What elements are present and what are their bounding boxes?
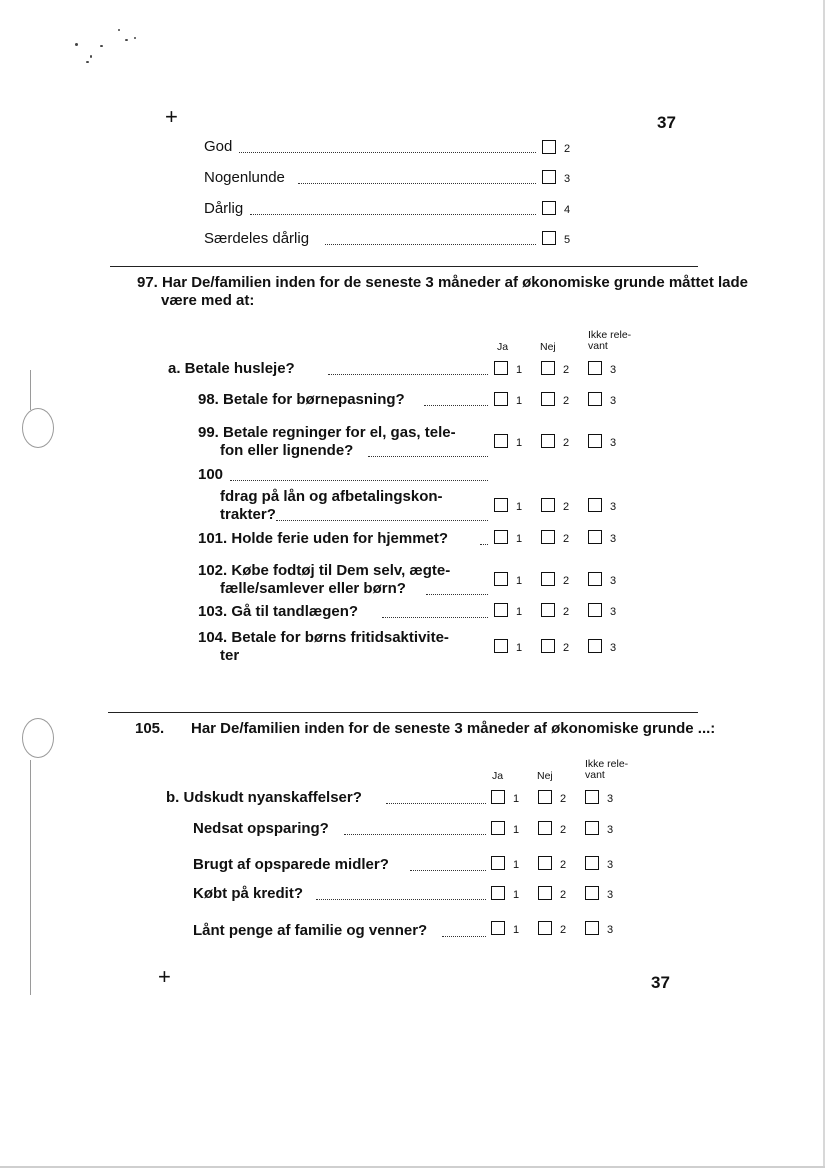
- answer-code: 2: [560, 824, 567, 836]
- checkbox[interactable]: [542, 170, 556, 184]
- answer-code: 2: [560, 924, 567, 936]
- dot-leader: [344, 834, 486, 835]
- column-header-ikke-relevant: Ikke rele- vant: [585, 758, 629, 781]
- dot-leader: [480, 544, 488, 545]
- dot-leader: [250, 214, 536, 215]
- column-header-nej: Nej: [537, 770, 553, 782]
- item-label: b. Udskudt nyanskaffelser?: [166, 789, 362, 806]
- answer-code: 1: [513, 824, 520, 836]
- dot-leader: [386, 803, 486, 804]
- option-label: Dårlig: [204, 200, 244, 217]
- checkbox-ikke-relevant[interactable]: [585, 821, 599, 835]
- dot-leader: [325, 244, 536, 245]
- answer-code: 1: [516, 533, 523, 545]
- section-divider: [110, 266, 698, 267]
- checkbox-nej[interactable]: [538, 856, 552, 870]
- answer-code: 2: [560, 793, 567, 805]
- section-divider: [108, 712, 698, 713]
- answer-code: 1: [516, 364, 523, 376]
- question-97-title-cont: være med at:: [161, 292, 255, 309]
- item-label-cont: fon eller lignende?: [220, 442, 354, 459]
- checkbox-nej[interactable]: [538, 886, 552, 900]
- item-label-cont: trakter?: [220, 506, 276, 523]
- margin-line: [30, 370, 31, 410]
- answer-code: 2: [564, 143, 571, 155]
- checkbox-ja[interactable]: [491, 856, 505, 870]
- checkbox-ikke-relevant[interactable]: [588, 639, 602, 653]
- answer-code: 2: [563, 533, 570, 545]
- question-105-number: 105.: [135, 720, 165, 737]
- item-label: 98. Betale for børnepasning?: [198, 391, 405, 408]
- checkbox-ikke-relevant[interactable]: [588, 572, 602, 586]
- checkbox-nej[interactable]: [538, 921, 552, 935]
- checkbox-nej[interactable]: [541, 603, 555, 617]
- question-97-title: 97. Har De/familien inden for de seneste 3 måneder af økonomiske grunde måttet lade: [137, 274, 749, 291]
- checkbox-ja[interactable]: [494, 434, 508, 448]
- answer-code: 2: [563, 364, 570, 376]
- answer-code: 3: [607, 924, 614, 936]
- checkbox-ikke-relevant[interactable]: [588, 603, 602, 617]
- punch-hole: [22, 718, 54, 758]
- item-label: 101. Holde ferie uden for hjemmet?: [198, 530, 449, 547]
- checkbox-ikke-relevant[interactable]: [585, 790, 599, 804]
- answer-code: 5: [564, 234, 571, 246]
- dot-leader: [426, 594, 488, 595]
- answer-code: 3: [564, 173, 571, 185]
- checkbox-ja[interactable]: [494, 639, 508, 653]
- answer-code: 2: [563, 437, 570, 449]
- checkbox-ja[interactable]: [494, 603, 508, 617]
- answer-code: 1: [513, 859, 520, 871]
- column-header-ja: Ja: [497, 341, 509, 353]
- dot-leader: [298, 183, 536, 184]
- page-number: 37: [657, 113, 676, 132]
- answer-code: 2: [563, 642, 570, 654]
- answer-code: 3: [610, 501, 617, 513]
- answer-code: 1: [516, 501, 523, 513]
- answer-code: 4: [564, 204, 571, 216]
- answer-code: 3: [607, 859, 614, 871]
- answer-code: 3: [610, 395, 617, 407]
- checkbox-ja[interactable]: [494, 530, 508, 544]
- dot-leader: [424, 405, 488, 406]
- answer-code: 1: [513, 924, 520, 936]
- checkbox-ikke-relevant[interactable]: [585, 856, 599, 870]
- checkbox[interactable]: [542, 140, 556, 154]
- checkbox-ikke-relevant[interactable]: [585, 886, 599, 900]
- checkbox-ja[interactable]: [491, 886, 505, 900]
- answer-code: 2: [563, 501, 570, 513]
- item-label: Købt på kredit?: [193, 885, 304, 902]
- answer-code: 1: [513, 793, 520, 805]
- answer-code: 3: [610, 533, 617, 545]
- page-number: 37: [651, 973, 670, 992]
- checkbox-ja[interactable]: [494, 392, 508, 406]
- answer-code: 2: [560, 889, 567, 901]
- column-header-ja: Ja: [492, 770, 504, 782]
- checkbox-ja[interactable]: [494, 572, 508, 586]
- checkbox-ja[interactable]: [491, 921, 505, 935]
- registration-mark: +: [158, 964, 171, 989]
- item-label: a. Betale husleje?: [168, 360, 295, 377]
- answer-code: 1: [516, 437, 523, 449]
- answer-code: 3: [610, 575, 617, 587]
- item-label: 100: [198, 466, 224, 483]
- option-label: God: [204, 138, 233, 155]
- item-label: 103. Gå til tandlægen?: [198, 603, 359, 620]
- checkbox-ikke-relevant[interactable]: [588, 498, 602, 512]
- answer-code: 1: [516, 606, 523, 618]
- dot-leader: [410, 870, 486, 871]
- checkbox-ja[interactable]: [494, 498, 508, 512]
- checkbox-nej[interactable]: [541, 392, 555, 406]
- answer-code: 2: [563, 575, 570, 587]
- column-header-ikke-relevant: Ikke rele- vant: [588, 329, 632, 352]
- checkbox-ja[interactable]: [494, 361, 508, 375]
- answer-code: 2: [560, 859, 567, 871]
- item-label: 99. Betale regninger for el, gas, tele-: [198, 424, 456, 441]
- answer-code: 2: [563, 606, 570, 618]
- column-header-nej: Nej: [540, 341, 556, 353]
- item-label-cont: fælle/samlever eller børn?: [220, 580, 406, 597]
- item-label: Brugt af opsparede midler?: [193, 856, 389, 873]
- answer-code: 3: [610, 437, 617, 449]
- item-label: 102. Købe fodtøj til Dem selv, ægte-: [198, 562, 451, 579]
- answer-code: 1: [516, 395, 523, 407]
- checkbox-nej[interactable]: [541, 639, 555, 653]
- answer-code: 1: [516, 575, 523, 587]
- item-label: 104. Betale for børns fritidsaktivite-: [198, 629, 449, 646]
- checkbox-ja[interactable]: [491, 790, 505, 804]
- checkbox-nej[interactable]: [541, 572, 555, 586]
- checkbox-nej[interactable]: [541, 434, 555, 448]
- checkbox-nej[interactable]: [541, 498, 555, 512]
- checkbox[interactable]: [542, 201, 556, 215]
- checkbox-ikke-relevant[interactable]: [588, 530, 602, 544]
- answer-code: 1: [513, 889, 520, 901]
- dot-leader: [382, 617, 488, 618]
- checkbox-ja[interactable]: [491, 821, 505, 835]
- dot-leader: [230, 480, 488, 481]
- item-label: Lånt penge af familie og venner?: [193, 922, 428, 939]
- item-label-cont: fdrag på lån og afbetalingskon-: [220, 488, 443, 505]
- checkbox-nej[interactable]: [541, 530, 555, 544]
- checkbox-ikke-relevant[interactable]: [588, 392, 602, 406]
- answer-code: 3: [610, 642, 617, 654]
- option-label: Særdeles dårlig: [204, 230, 310, 247]
- dot-leader: [276, 520, 488, 521]
- item-label: Nedsat opsparing?: [193, 820, 329, 837]
- margin-line: [30, 760, 31, 995]
- dot-leader: [328, 374, 488, 375]
- answer-code: 1: [516, 642, 523, 654]
- answer-code: 3: [607, 889, 614, 901]
- dot-leader: [442, 936, 486, 937]
- checkbox-nej[interactable]: [541, 361, 555, 375]
- answer-code: 3: [610, 606, 617, 618]
- checkbox-ikke-relevant[interactable]: [588, 361, 602, 375]
- question-105-title: Har De/familien inden for de seneste 3 måneder af økonomiske grunde ...:: [191, 720, 716, 737]
- checkbox-ikke-relevant[interactable]: [585, 921, 599, 935]
- answer-code: 2: [563, 395, 570, 407]
- punch-hole: [22, 408, 54, 448]
- option-label: Nogenlunde: [204, 169, 285, 186]
- checkbox-nej[interactable]: [538, 790, 552, 804]
- item-label-cont: ter: [220, 647, 240, 664]
- checkbox[interactable]: [542, 231, 556, 245]
- scan-specks: [70, 25, 150, 70]
- dot-leader: [368, 456, 488, 457]
- dot-leader: [316, 899, 486, 900]
- answer-code: 3: [607, 793, 614, 805]
- checkbox-nej[interactable]: [538, 821, 552, 835]
- dot-leader: [239, 152, 536, 153]
- answer-code: 3: [610, 364, 617, 376]
- checkbox-ikke-relevant[interactable]: [588, 434, 602, 448]
- answer-code: 3: [607, 824, 614, 836]
- registration-mark: +: [165, 104, 178, 129]
